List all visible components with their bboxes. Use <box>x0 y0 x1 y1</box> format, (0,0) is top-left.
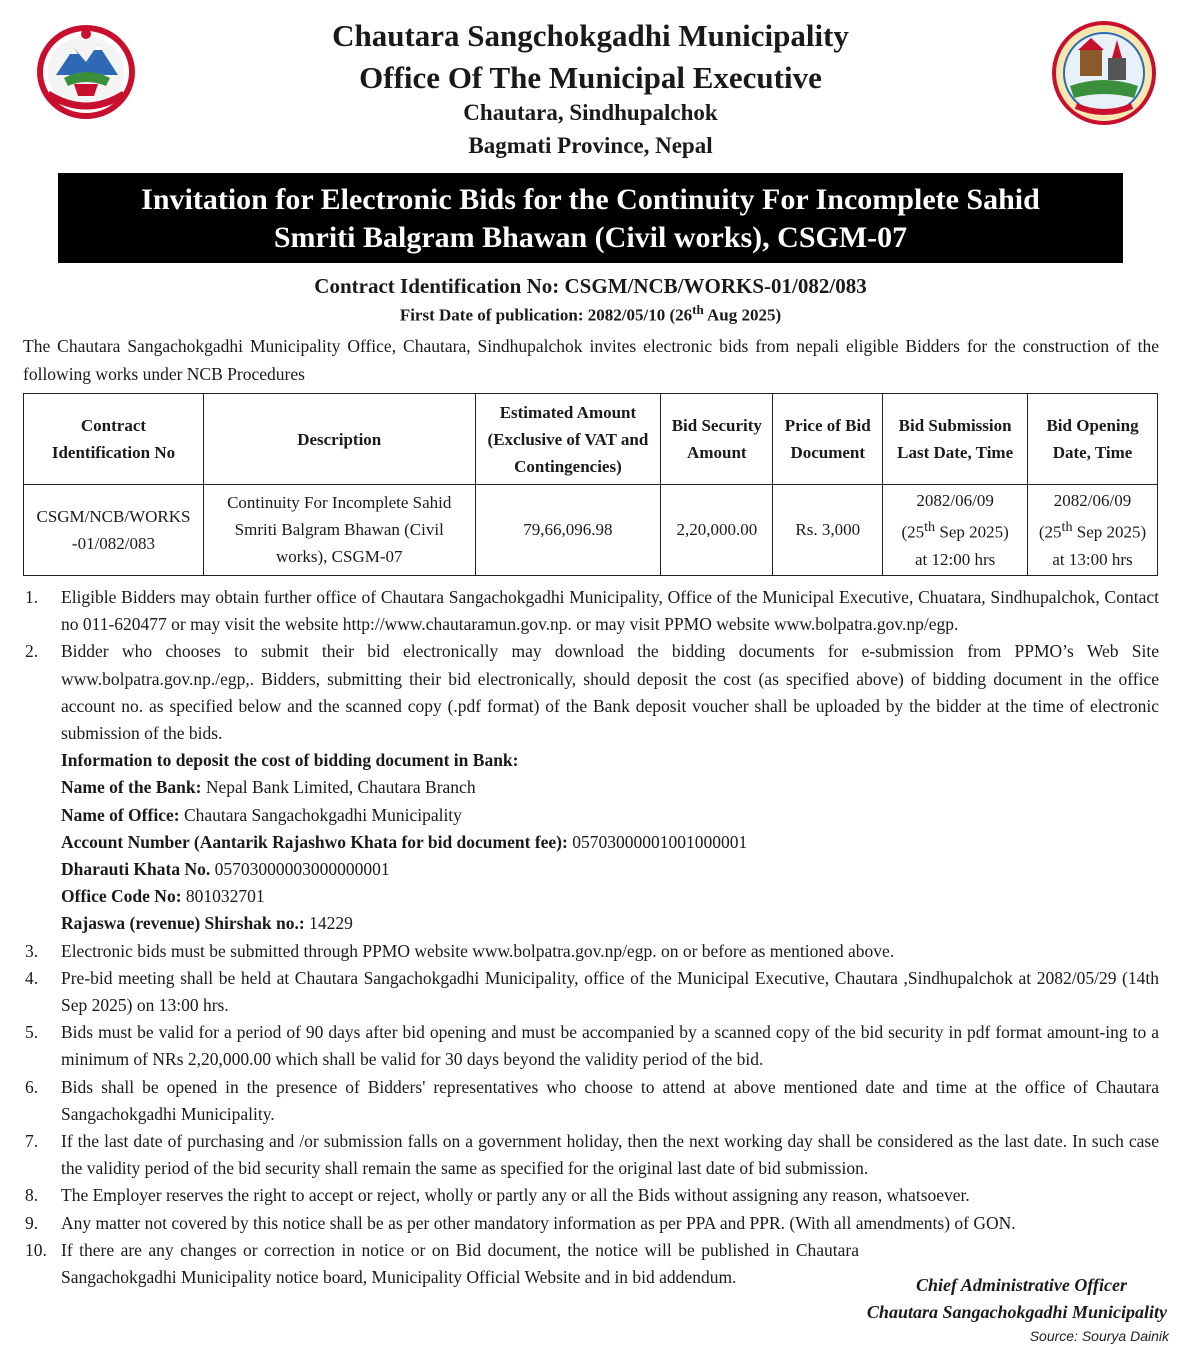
title-line-2: Smriti Balgram Bhawan (Civil works), CSGM-07 <box>273 221 908 254</box>
nepal-emblem-icon <box>34 20 138 120</box>
first-date-of-publication <box>0 302 1181 326</box>
list-item: 9. Any matter not covered by this notice shall be as per other mandatory information as per PPA and PPR. (With all amendments) of GON. <box>25 1212 1016 1233</box>
cell-contract-id: CSGM/NCB/WORKS -01/082/083 <box>24 485 204 576</box>
col-bid-submission: Bid Submission Last Date, Time <box>883 394 1028 485</box>
list-item: 4. Pre-bid meeting shall be held at Chautara Sangachokgadhi Municipality, office of the Municipal Executive, Chautara ,Sindhupalchok at 2082/05/29 (14th Sep 2025) on 13:00 hrs. <box>25 967 1159 1016</box>
col-bid-security: Bid Security Amount <box>661 394 773 485</box>
signatory-title: Chief Administrative Officer <box>916 1275 1127 1295</box>
list-item: 5. Bids must be valid for a period of 90 days after bid opening and must be accompanied by a scanned copy of the bid security in pdf format amount-ing to a minimum of NRs 2,20,000.00 which shall be valid for 30 days beyond the validity period of the bid. <box>25 1022 1159 1070</box>
cell-bid-opening: 2082/06/09 (25th Sep 2025) at 13:00 hrs <box>1028 485 1158 576</box>
table-row <box>24 485 1158 576</box>
list-item: 6. Bids shall be opened in the presence of Bidders' representatives who choose to attend at above mentioned date and time at the office of Chautara Sangachokgadhi Municipality. <box>25 1076 1159 1124</box>
office-name: Office Of The Municipal Executive <box>359 60 822 95</box>
title-line-1: Invitation for Electronic Bids for the Continuity For Incomplete Sahid <box>141 183 1040 216</box>
first-date-sup: th <box>692 302 704 317</box>
municipality-logo-icon <box>1050 20 1158 126</box>
source-credit: Source: Sourya Dainik <box>1029 1328 1169 1344</box>
first-date-prefix: First Date of publication: 2082/05/10 (26 <box>399 305 693 325</box>
list-item: 1. Eligible Bidders may obtain further office of Chautara Sangachokgadhi Municipality, Office of the Municipal Executive, Chuatara, Sindhupalchok, Contact no 011-620477 or may visit the website http://www.chautaramun.gov.np. or may visit PPMO website www.bolpatra.gov.np/egp. <box>25 587 1159 635</box>
cell-bid-submission: 2082/06/09 (25th Sep 2025) at 12:00 hrs <box>883 485 1028 576</box>
list-item: 8. The Employer reserves the right to accept or reject, wholly or partly any or all the Bids without assigning any reason, whatsoever. <box>25 1185 970 1206</box>
bid-table <box>23 393 1158 576</box>
office-location: Chautara, Sindhupalchok <box>463 100 718 125</box>
cell-bid-security: 2,20,000.00 <box>661 485 773 576</box>
list-item: 2. Bidder who chooses to submit their bid electronically may download the bidding documents for e-submission from PPMO’s Web Site www.bolpatra.gov.np./egp,. Bidders, submitting their bid electronically, should deposit the cost (as specified above) of bidding document in the office account no. as specified below and the scanned copy (.pdf format) of the Bank deposit voucher shall be uploaded by the bidder at the time of electronic submission of the bids. <box>25 641 1159 744</box>
col-description: Description <box>203 394 475 485</box>
col-contract-id: Contract Identification No <box>24 394 204 485</box>
notice-header <box>0 0 1181 170</box>
municipality-name: Chautara Sangchokgadhi Municipality <box>332 18 849 53</box>
list-item: 7. If the last date of purchasing and /or submission falls on a government holiday, then the next working day shall be considered as the last date. In such case the validity period of the bid security shall remain the same as specified for the original last date of bid submission. <box>25 1131 1159 1179</box>
list-item: 10. If there are any changes or correction in notice or on Bid document, the notice will be published in Chautara Sangachokgadhi Municipality notice board, Municipality Official Website and in bid addendum. <box>25 1239 859 1288</box>
cell-price-of-bid: Rs. 3,000 <box>773 485 883 576</box>
signature-block <box>867 1272 1167 1326</box>
office-province: Bagmati Province, Nepal <box>468 133 713 158</box>
first-date-suffix: Aug 2025) <box>703 305 782 325</box>
cell-description: Continuity For Incomplete Sahid Smriti Balgram Bhawan (Civil works), CSGM-07 <box>203 485 475 576</box>
bank-deposit-info: Information to deposit the cost of bidding document in Bank: Name of the Bank: Nepal Bank Limited, Chautara Branch Name of Office: Chautara Sangachokgadhi Municipality Account Number (Aantarik Rajashwo Khata for bid document fee): 05703000001001000001 Dharauti Khata No. 05703000003000000001 Office Code No: 801032701 Rajaswa (revenue) Shirshak no.: 14229 <box>61 750 748 934</box>
title-banner <box>58 173 1123 263</box>
list-item: 3. Electronic bids must be submitted through PPMO website www.bolpatra.gov.np/egp. on or before as mentioned above. <box>25 940 895 961</box>
signatory-office: Chautara Sangachokgadhi Municipality <box>866 1302 1167 1322</box>
col-price-of-bid: Price of Bid Document <box>773 394 883 485</box>
col-bid-opening: Bid Opening Date, Time <box>1028 394 1158 485</box>
col-estimated-amount: Estimated Amount (Exclusive of VAT and Contingencies) <box>475 394 661 485</box>
cell-estimated-amount: 79,66,096.98 <box>475 485 661 576</box>
contract-identification: Contract Identification No: CSGM/NCB/WORKS-01/082/083 <box>314 274 867 298</box>
table-header-row <box>24 394 1158 485</box>
intro-paragraph: The Chautara Sangachokgadhi Municipality Office, Chautara, Sindhupalchok invites electronic bids from nepali eligible Bidders for the construction of the following works under NCB Procedures <box>23 336 1159 384</box>
conditions-list <box>23 584 1159 1291</box>
